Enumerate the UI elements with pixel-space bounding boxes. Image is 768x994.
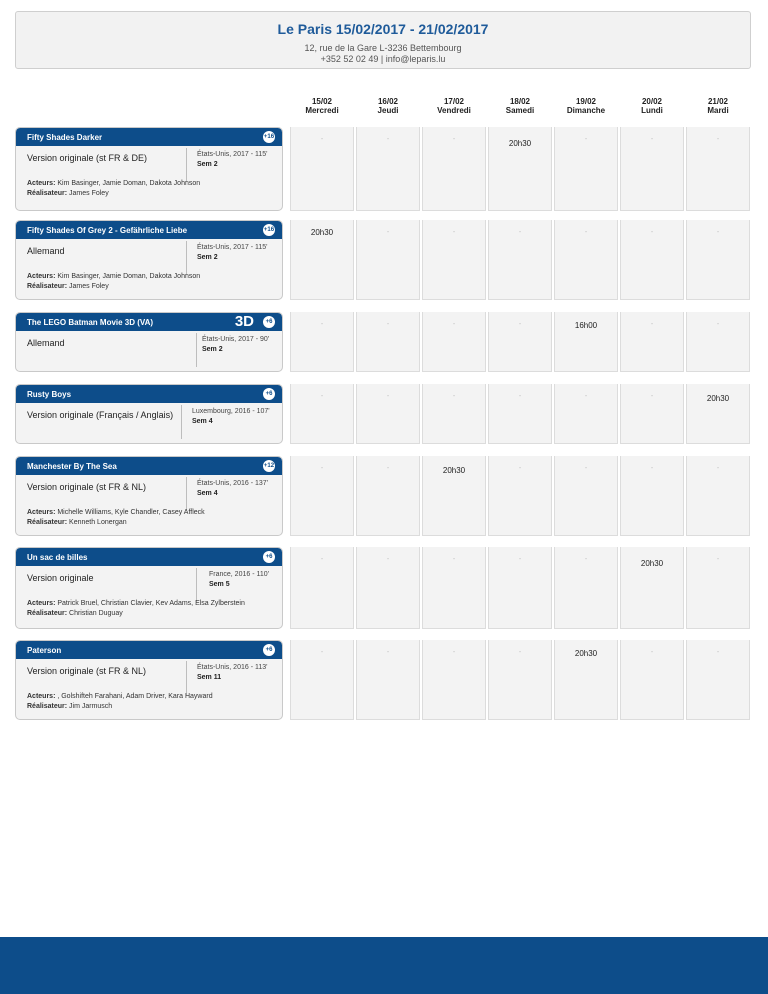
showtime-cell: [422, 384, 486, 444]
age-rating-badge: +6: [263, 316, 275, 328]
day-name: Vendredi: [437, 106, 471, 115]
day-date: 20/02: [641, 97, 663, 106]
actors-label: Acteurs:: [27, 509, 56, 516]
movie-credits: [27, 599, 245, 619]
showtime-cell: [686, 547, 750, 629]
showtime-cell: [488, 312, 552, 372]
showtime-cell: [554, 547, 618, 629]
showtime-cell[interactable]: [488, 127, 552, 211]
movie-origin: Luxembourg, 2016 - 107': [192, 408, 270, 415]
no-showtime: -: [518, 393, 522, 400]
showtime-cell: [686, 312, 750, 372]
day-name: Lundi: [641, 106, 663, 115]
movie-title[interactable]: Rusty Boys: [27, 390, 72, 399]
showtime-cell[interactable]: [554, 312, 618, 372]
showtime-cell: [488, 384, 552, 444]
movie-origin: France, 2016 - 110': [209, 571, 269, 578]
day-date: 19/02: [575, 97, 597, 106]
age-rating-badge: +6: [263, 388, 275, 400]
movie-credits: [27, 692, 213, 712]
no-showtime: -: [584, 393, 588, 400]
no-showtime: -: [320, 556, 324, 563]
actors-label: Acteurs:: [27, 180, 56, 187]
footer-bar: [0, 937, 768, 994]
showtime[interactable]: 20h30: [706, 394, 730, 403]
movie-week: Sem 5: [209, 581, 230, 588]
movie-origin: États-Unis, 2016 - 137': [197, 480, 268, 487]
showtime-cell: [422, 640, 486, 720]
no-showtime: -: [386, 229, 390, 236]
showtime-cell: [620, 312, 684, 372]
actors-value: , Golshifteh Farahani, Adam Driver, Kara Hayward: [55, 693, 213, 700]
divider: [186, 477, 187, 511]
no-showtime: -: [320, 649, 324, 656]
divider: [196, 568, 197, 602]
showtime-cell: [422, 547, 486, 629]
no-showtime: -: [320, 465, 324, 472]
movie-version: Allemand: [27, 338, 65, 348]
movie-card[interactable]: [15, 220, 283, 300]
divider: [196, 333, 197, 367]
movie-header: [16, 128, 282, 146]
movie-header: [16, 313, 282, 331]
movie-header: [16, 641, 282, 659]
showtime-cell: [488, 640, 552, 720]
movie-card[interactable]: [15, 127, 283, 211]
no-showtime: -: [320, 136, 324, 143]
showtime-cell: [290, 127, 354, 211]
no-showtime: -: [386, 556, 390, 563]
showtime-cell: [290, 547, 354, 629]
director-line: [27, 518, 205, 528]
three-d-badge: 3D: [234, 313, 254, 330]
movie-title[interactable]: Fifty Shades Of Grey 2 - Gefährliche Liebe: [27, 226, 188, 235]
movie-week: Sem 2: [197, 254, 218, 261]
no-showtime: -: [518, 465, 522, 472]
actors-line: [27, 272, 200, 282]
actors-value: Patrick Bruel, Christian Clavier, Kev Adams, Elsa Zylberstein: [55, 600, 245, 607]
movie-title[interactable]: Paterson: [27, 646, 62, 655]
cinema-header: [15, 11, 751, 69]
divider: [186, 241, 187, 275]
day-header-4: [553, 97, 619, 115]
no-showtime: -: [584, 556, 588, 563]
no-showtime: -: [386, 321, 390, 328]
showtime-cell: [290, 384, 354, 444]
day-date: 18/02: [509, 97, 531, 106]
showtime-cell: [356, 312, 420, 372]
movie-credits: [27, 272, 200, 292]
director-line: [27, 282, 200, 292]
director-line: [27, 189, 200, 199]
no-showtime: -: [716, 136, 720, 143]
director-value: James Foley: [67, 190, 109, 197]
day-name: Jeudi: [377, 106, 399, 115]
movie-week: Sem 4: [192, 418, 213, 425]
actors-line: [27, 692, 213, 702]
no-showtime: -: [386, 393, 390, 400]
showtime-cell: [554, 456, 618, 536]
no-showtime: -: [386, 465, 390, 472]
movie-title[interactable]: Un sac de billes: [27, 553, 88, 562]
day-date: 15/02: [311, 97, 333, 106]
no-showtime: -: [716, 321, 720, 328]
actors-line: [27, 508, 205, 518]
day-header-0: [289, 97, 355, 115]
showtime-cell: [356, 384, 420, 444]
showtime-cell: [290, 640, 354, 720]
age-rating-badge: +12: [263, 460, 275, 472]
movie-credits: [27, 508, 205, 528]
no-showtime: -: [650, 229, 654, 236]
movie-card[interactable]: [15, 547, 283, 629]
showtime[interactable]: 20h30: [640, 559, 664, 568]
actors-label: Acteurs:: [27, 600, 56, 607]
actors-value: Michelle Williams, Kyle Chandler, Casey Affleck: [55, 509, 205, 516]
age-rating-badge: +6: [263, 644, 275, 656]
showtime-cell: [620, 456, 684, 536]
divider: [181, 405, 182, 439]
movie-origin: États-Unis, 2017 - 115': [197, 244, 268, 251]
no-showtime: -: [320, 393, 324, 400]
no-showtime: -: [584, 465, 588, 472]
movie-header: [16, 221, 282, 239]
showtime-cell: [620, 640, 684, 720]
showtime-cell: [554, 220, 618, 300]
divider: [186, 661, 187, 695]
director-label: Réalisateur:: [27, 190, 68, 197]
day-header-2: [421, 97, 487, 115]
day-name: Samedi: [505, 106, 535, 115]
day-date: 16/02: [377, 97, 399, 106]
no-showtime: -: [320, 321, 324, 328]
showtime-cell[interactable]: [422, 456, 486, 536]
showtime-cell: [488, 456, 552, 536]
no-showtime: -: [386, 649, 390, 656]
director-line: [27, 702, 213, 712]
movie-week: Sem 2: [197, 161, 218, 168]
movie-week: Sem 11: [197, 674, 222, 681]
actors-value: Kim Basinger, Jamie Doman, Dakota Johnson: [55, 273, 201, 280]
no-showtime: -: [650, 321, 654, 328]
no-showtime: -: [518, 556, 522, 563]
showtime-cell: [356, 220, 420, 300]
no-showtime: -: [518, 649, 522, 656]
director-value: Kenneth Lonergan: [67, 519, 127, 526]
no-showtime: -: [452, 229, 456, 236]
showtime-cell[interactable]: [554, 640, 618, 720]
movie-origin: États-Unis, 2017 - 115': [197, 151, 268, 158]
cinema-contact: +352 52 02 49 | info@leparis.lu: [320, 54, 446, 64]
showtime-cell: [554, 127, 618, 211]
no-showtime: -: [452, 136, 456, 143]
movie-origin: États-Unis, 2016 - 113': [197, 664, 268, 671]
movie-header: [16, 548, 282, 566]
no-showtime: -: [716, 556, 720, 563]
age-rating-badge: +6: [263, 551, 275, 563]
movie-card[interactable]: [15, 384, 283, 444]
day-date: 17/02: [443, 97, 465, 106]
showtime-cell[interactable]: [686, 384, 750, 444]
showtime-cell: [488, 220, 552, 300]
showtime-cell: [290, 456, 354, 536]
movie-version: Version originale (st FR & NL): [27, 482, 147, 492]
no-showtime: -: [518, 321, 522, 328]
showtime[interactable]: 20h30: [574, 649, 598, 658]
day-name: Mardi: [707, 106, 729, 115]
movie-version: Allemand: [27, 246, 65, 256]
actors-value: Kim Basinger, Jamie Doman, Dakota Johnson: [55, 180, 201, 187]
director-value: James Foley: [67, 283, 109, 290]
showtime-cell[interactable]: [290, 220, 354, 300]
actors-label: Acteurs:: [27, 273, 56, 280]
movie-credits: [27, 179, 200, 199]
day-name: Mercredi: [305, 106, 339, 115]
page-title: Le Paris 15/02/2017 - 21/02/2017: [277, 21, 489, 37]
divider: [186, 148, 187, 182]
no-showtime: -: [716, 229, 720, 236]
showtime-cell[interactable]: [620, 547, 684, 629]
no-showtime: -: [650, 649, 654, 656]
no-showtime: -: [716, 465, 720, 472]
day-date: 21/02: [707, 97, 729, 106]
movie-origin: États-Unis, 2017 - 90': [202, 336, 270, 343]
showtime-cell: [356, 640, 420, 720]
movie-card[interactable]: [15, 456, 283, 536]
no-showtime: -: [452, 321, 456, 328]
no-showtime: -: [386, 136, 390, 143]
showtime-cell: [686, 127, 750, 211]
showtime-cell: [686, 640, 750, 720]
movie-card[interactable]: [15, 640, 283, 720]
showtime-cell: [422, 312, 486, 372]
movie-week: Sem 2: [202, 346, 223, 353]
movie-week: Sem 4: [197, 490, 218, 497]
showtime-cell: [686, 220, 750, 300]
director-label: Réalisateur:: [27, 610, 68, 617]
showtime-cell: [686, 456, 750, 536]
director-label: Réalisateur:: [27, 519, 68, 526]
no-showtime: -: [650, 465, 654, 472]
day-header-5: [619, 97, 685, 115]
movie-title[interactable]: Fifty Shades Darker: [27, 133, 103, 142]
showtime-cell: [554, 384, 618, 444]
director-value: Christian Duguay: [67, 610, 123, 617]
showtime-cell: [356, 547, 420, 629]
no-showtime: -: [452, 393, 456, 400]
showtime[interactable]: 20h30: [508, 139, 532, 148]
director-label: Réalisateur:: [27, 283, 68, 290]
actors-label: Acteurs:: [27, 693, 56, 700]
director-value: Jim Jarmusch: [67, 703, 113, 710]
showtime-cell: [290, 312, 354, 372]
day-name: Dimanche: [566, 106, 606, 115]
no-showtime: -: [650, 136, 654, 143]
showtime[interactable]: 16h00: [574, 321, 598, 330]
movie-header: [16, 385, 282, 403]
showtime-cell: [488, 547, 552, 629]
day-header-6: [685, 97, 751, 115]
movie-header: [16, 457, 282, 475]
no-showtime: -: [584, 136, 588, 143]
day-header-3: [487, 97, 553, 115]
no-showtime: -: [452, 649, 456, 656]
showtime[interactable]: 20h30: [442, 466, 466, 475]
showtime-cell: [422, 220, 486, 300]
director-label: Réalisateur:: [27, 703, 68, 710]
showtime-cell: [422, 127, 486, 211]
no-showtime: -: [584, 229, 588, 236]
no-showtime: -: [716, 649, 720, 656]
showtime[interactable]: 20h30: [310, 228, 334, 237]
no-showtime: -: [650, 393, 654, 400]
showtime-cell: [620, 127, 684, 211]
showtime-cell: [620, 220, 684, 300]
age-rating-badge: +16: [263, 131, 275, 143]
director-line: [27, 609, 245, 619]
actors-line: [27, 179, 200, 189]
showtime-cell: [620, 384, 684, 444]
movie-card[interactable]: [15, 312, 283, 372]
age-rating-badge: +16: [263, 224, 275, 236]
movie-version: Version originale (st FR & NL): [27, 666, 147, 676]
showtime-cell: [356, 127, 420, 211]
movie-version: Version originale (Français / Anglais): [27, 410, 174, 420]
showtime-cell: [356, 456, 420, 536]
cinema-address: 12, rue de la Gare L-3236 Bettembourg: [304, 43, 462, 53]
movie-version: Version originale (st FR & DE): [27, 153, 148, 163]
movie-title[interactable]: Manchester By The Sea: [27, 462, 117, 471]
actors-line: [27, 599, 245, 609]
movie-title[interactable]: The LEGO Batman Movie 3D (VA): [27, 318, 154, 327]
no-showtime: -: [518, 229, 522, 236]
movie-version: Version originale: [27, 573, 94, 583]
day-header-1: [355, 97, 421, 115]
no-showtime: -: [452, 556, 456, 563]
